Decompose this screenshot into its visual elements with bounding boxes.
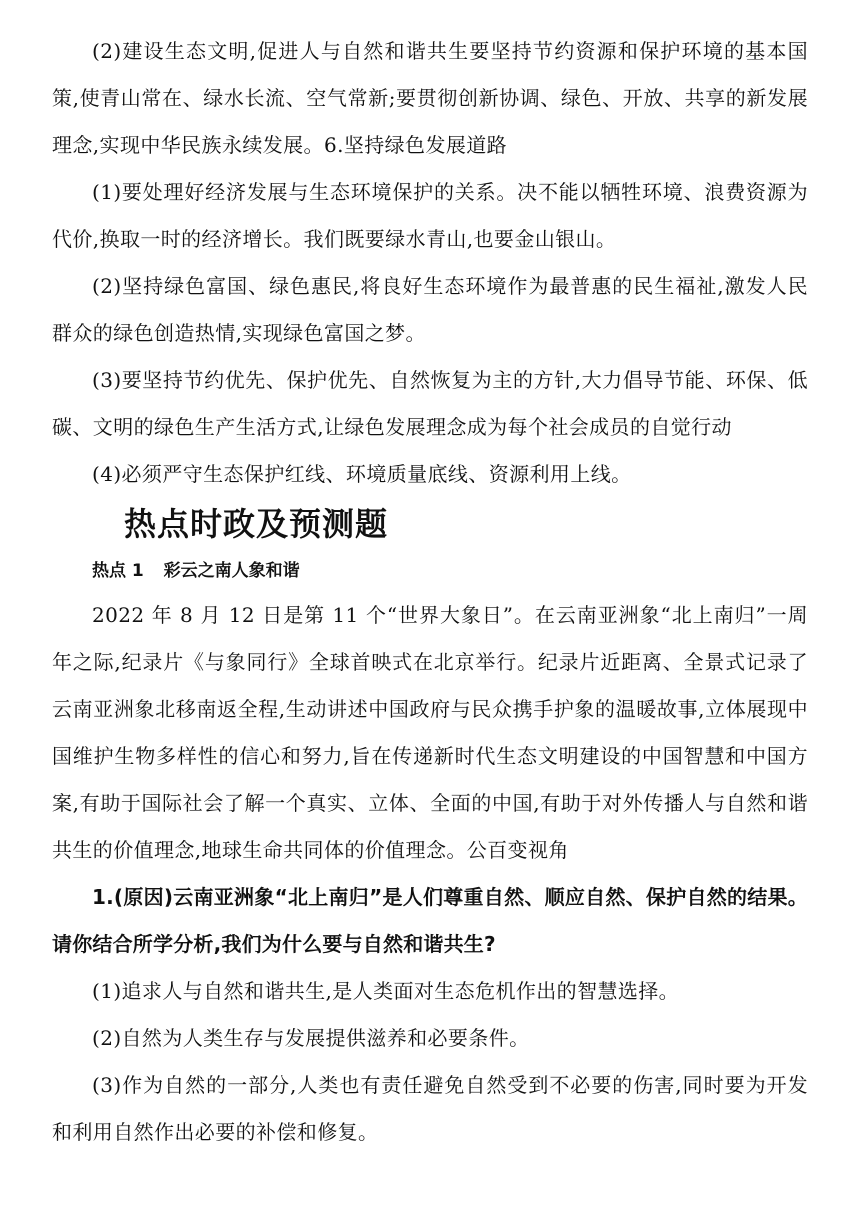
paragraph-green-2: (2)坚持绿色富国、绿色惠民,将良好生态环境作为最普惠的民生福祉,激发人民群众的绿色创造热情,实现绿色富国之梦。 — [52, 274, 808, 345]
paragraph-green-3: (3)要坚持节约优先、保护优先、自然恢复为主的方针,大力倡导节能、环保、低碳、文明的绿色生产生活方式,让绿色发展理念成为每个社会成员的自觉行动 — [52, 368, 808, 439]
paragraph-green-4: (4)必须严守生态保护红线、环境质量底线、资源利用上线。 — [92, 462, 632, 486]
hotspot-heading — [52, 550, 808, 592]
answer-1: (1)追求人与自然和谐共生,是人类面对生态危机作出的智慧选择。 — [92, 979, 680, 1003]
answer-2: (2)自然为人类生存与发展提供滋养和必要条件。 — [92, 1026, 530, 1050]
section-heading: 热点时政及预测题 — [124, 505, 389, 543]
paragraph-green-1: (1)要处理好经济发展与生态环境保护的关系。决不能以牺牲环境、浪费资源为代价,换取一时的经济增长。我们既要绿水青山,也要金山银山。 — [52, 180, 808, 251]
question-1: 1.(原因)云南亚洲象“北上南归”是人们尊重自然、顺应自然、保护自然的结果。请你结合所学分析,我们为什么要与自然和谐共生? — [52, 885, 808, 956]
paragraph-ecology-2: (2)建设生态文明,促进人与自然和谐共生要坚持节约资源和保护环境的基本国策,使青山常在、绿水长流、空气常新;要贯彻创新协调、绿色、开放、共享的新发展理念,实现中华民族永续发展。6.坚持绿色发展道路 — [52, 39, 808, 157]
hotspot-title: 彩云之南人象和谐 — [163, 561, 300, 581]
answer-3: (3)作为自然的一部分,人类也有责任避免自然受到不必要的伤害,同时要为开发和利用自然作出必要的补偿和修复。 — [52, 1073, 808, 1144]
hotspot-label: 热点 1 — [92, 561, 144, 581]
background-paragraph: 2022 年 8 月 12 日是第 11 个“世界大象日”。在云南亚洲象“北上南归”一周年之际,纪录片《与象同行》全球首映式在北京举行。纪录片近距离、全景式记录了云南亚洲象北移南返全程,生动讲述中国政府与民众携手护象的温暖故事,立体展现中国维护生物多样性的信心和努力,旨在传递新时代生态文明建设的中国智慧和中国方案,有助于国际社会了解一个真实、立体、全面的中国,有助于对外传播人与自然和谐共生的价值理念,地球生命共同体的价值理念。公百变视角 — [52, 603, 808, 862]
